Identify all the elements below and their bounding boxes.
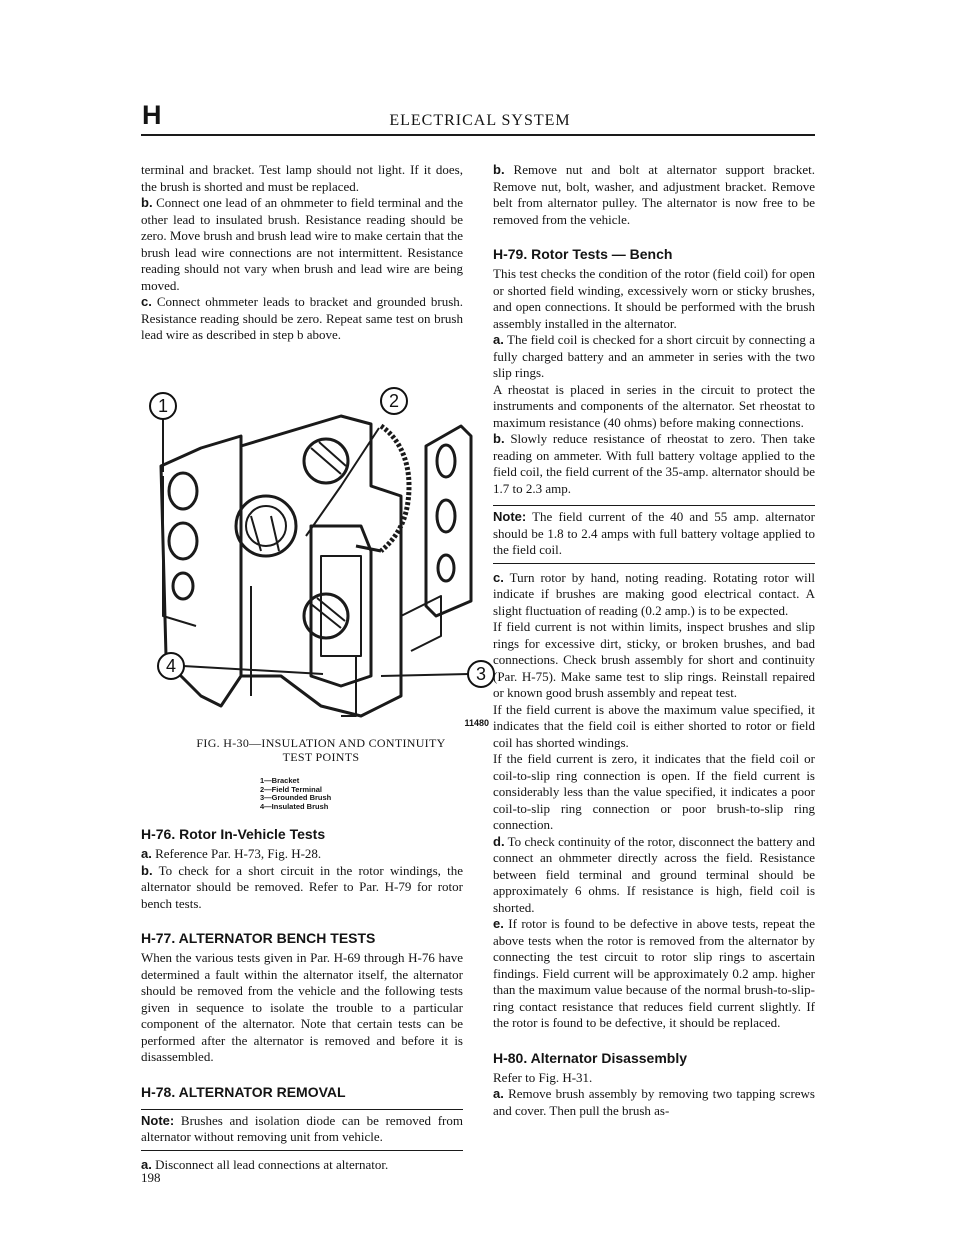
paragraph-intro: terminal and bracket. Test lamp should not light. If it does, the brush is shorted and must be replaced.	[141, 162, 463, 194]
h79-step-a: The field coil is checked for a short circuit by connecting a fully charged battery and an ammeter in series with the two slip rings.	[493, 332, 815, 380]
figure-caption	[141, 736, 501, 764]
step-label: b.	[493, 431, 505, 446]
step-label: a.	[141, 1156, 152, 1172]
note-text: The field current of the 40 and 55 amp. alternator should be 1.8 to 2.4 amps with full battery voltage applied to the field coil.	[493, 509, 815, 557]
step-c-text: Connect ohmmeter leads to bracket and grounded brush. Resistance reading should be zero. Repeat same test on brush lead wire as described in step b above.	[141, 294, 464, 342]
h79-step-a-cont: A rheostat is placed in series in the circuit to protect the instruments and components of the alternator. Set rheostat to maximum resistance (40 ohms) before making connections.	[493, 381, 815, 430]
h79-paragraph: This test checks the condition of the rotor (field coil) for open or shorted field winding, excessively worn or sticky brushes, and open connections. It should be performed with the brush assembly installed in the alternator.	[493, 266, 815, 331]
h80-reference: Refer to Fig. H-31.	[493, 1069, 593, 1085]
left-column-top	[141, 162, 463, 344]
callout-2: 2	[388, 391, 400, 411]
section-heading-h80: H-80. Alternator Disassembly	[493, 1049, 687, 1066]
caption-line-2: TEST POINTS	[282, 750, 360, 764]
step-label: a.	[141, 846, 152, 861]
right-column	[493, 162, 815, 1119]
h79-step-c: Turn rotor by hand, noting reading. Rotating rotor will indicate if brushes are making good electrical contact. A slight fluctuation of reading (0.2 amp.) is to be expected.	[493, 569, 816, 618]
h79-step-b: Slowly reduce resistance of rheostat to zero. Then take reading on ammeter. With full battery voltage applied to the field coil, the field current of the 35-amp. alternator should be 1.7 to 2.3 amp.	[493, 431, 815, 496]
step-label: b.	[493, 162, 505, 177]
h78-step-a: Disconnect all lead connections at alternator.	[155, 1156, 389, 1172]
step-label: c.	[141, 294, 152, 309]
page-number: 198	[141, 1170, 161, 1185]
note-box-left	[141, 1109, 463, 1151]
figure-insulation-test-points	[141, 376, 501, 736]
callout-4: 4	[165, 656, 177, 676]
legend-item: 3—Grounded Brush	[260, 793, 332, 802]
h80-step-a: Remove brush assembly by removing two tapping screws and cover. Then pull the brush as-	[493, 1086, 815, 1118]
note-label: Note:	[141, 1112, 175, 1128]
figure-number: 11480	[464, 718, 489, 728]
step-b-text: Connect one lead of an ohmmeter to field terminal and the other lead to insulated brush. Resistance reading should be zero. Move brush and brush lead wire to make certain that the brush lead wire connections are not intermittent. Resistance reading should not vary when brush and lead wire are being moved.	[141, 195, 464, 293]
section-heading-h79: H-79. Rotor Tests — Bench	[493, 246, 673, 262]
note-label: Note:	[493, 509, 527, 524]
step-label: e.	[493, 916, 504, 931]
h79-step-c-cont: If field current is not within limits, inspect brushes and slip rings for excessive dirt, sticky, or broken brushes, and bad connections. Check brush assembly for short and continuity (Par. H-75). Make same test to slip rings. Reinstall repaired or known good brush assembly and repeat test.	[493, 619, 815, 700]
h79-step-e: If rotor is found to be defective in above tests, repeat the above tests when the rotor is removed from the alternator by connecting the test circuit to rotor slip rings to ascertain findings. Field current will be approximately 0.2 amp. higher than the maximum value because of the normal brush-to-slip-ring contact resistance that reduces field current slightly. If the rotor is found to be defective, it should be replaced.	[493, 916, 815, 1030]
note-box-right	[493, 505, 815, 564]
alternator-brush-drawing	[141, 376, 501, 736]
h79-step-c-zero: If the field current is zero, it indicates that the field coil or coil-to-slip ring connection is open. If the field current is considerably less than the value specified, it indicates a poor coil-to-slip ring connection or poor brush-to-slip ring connection.	[493, 751, 815, 832]
section-heading-h76: H-76. Rotor In-Vehicle Tests	[141, 826, 326, 842]
figure-legend	[260, 777, 331, 811]
header-rule	[141, 134, 815, 136]
step-label: a.	[493, 332, 504, 347]
removal-step-b: Remove nut and bolt at alternator support bracket. Remove nut, bolt, washer, and adjustment bracket. Remove belt from alternator pulley. The alternator is now free to be removed from the vehicle.	[493, 162, 815, 227]
h79-step-c-above: If the field current is above the maximum value specified, it indicates that the field coil is either shorted to rotor or field coil has shorted windings.	[493, 701, 815, 750]
note-text: Brushes and isolation diode can be removed from alternator without removing unit from vehicle.	[141, 1112, 464, 1144]
step-label: b.	[141, 862, 153, 878]
callout-1: 1	[157, 396, 169, 416]
step-label: a.	[493, 1086, 504, 1101]
step-label: c.	[493, 569, 504, 585]
caption-line-1: FIG. H-30—INSULATION AND CONTINUITY	[196, 736, 446, 750]
left-column-bottom	[141, 808, 463, 1173]
legend-item: 2—Field Terminal	[260, 784, 322, 794]
legend-item: 4—Insulated Brush	[260, 801, 329, 811]
h76-step-a: Reference Par. H-73, Fig. H-28.	[155, 846, 322, 861]
step-label: b.	[141, 195, 153, 210]
section-heading-h78: H-78. ALTERNATOR REMOVAL	[141, 1083, 346, 1100]
h76-step-b: To check for a short circuit in the rotor windings, the alternator should be removed. Refer to Par. H-79 for rotor bench tests.	[141, 862, 464, 911]
section-heading-h77: H-77. ALTERNATOR BENCH TESTS	[141, 930, 376, 946]
legend-item: 1—Bracket	[260, 776, 300, 785]
callout-3: 3	[475, 664, 487, 684]
header-section-letter: H	[142, 100, 162, 130]
h79-step-d: To check continuity of the rotor, disconnect the battery and connect an ohmmeter directly across the field. Resistance between field terminal and ground terminal should be approximately 6 ohms. If resistance is high, field coil is shorted.	[493, 833, 816, 915]
step-label: d.	[493, 833, 505, 849]
header-title: ELECTRICAL SYSTEM	[389, 112, 571, 129]
h77-paragraph: When the various tests given in Par. H-69 through H-76 have determined a fault within the alternator itself, the alternator should be removed from the vehicle and the following tests given in sequence to isolate the trouble to a particular component of the alternator. Note that certain tests can be performed after the alternator is removed and before it is disassembled.	[141, 950, 463, 1064]
